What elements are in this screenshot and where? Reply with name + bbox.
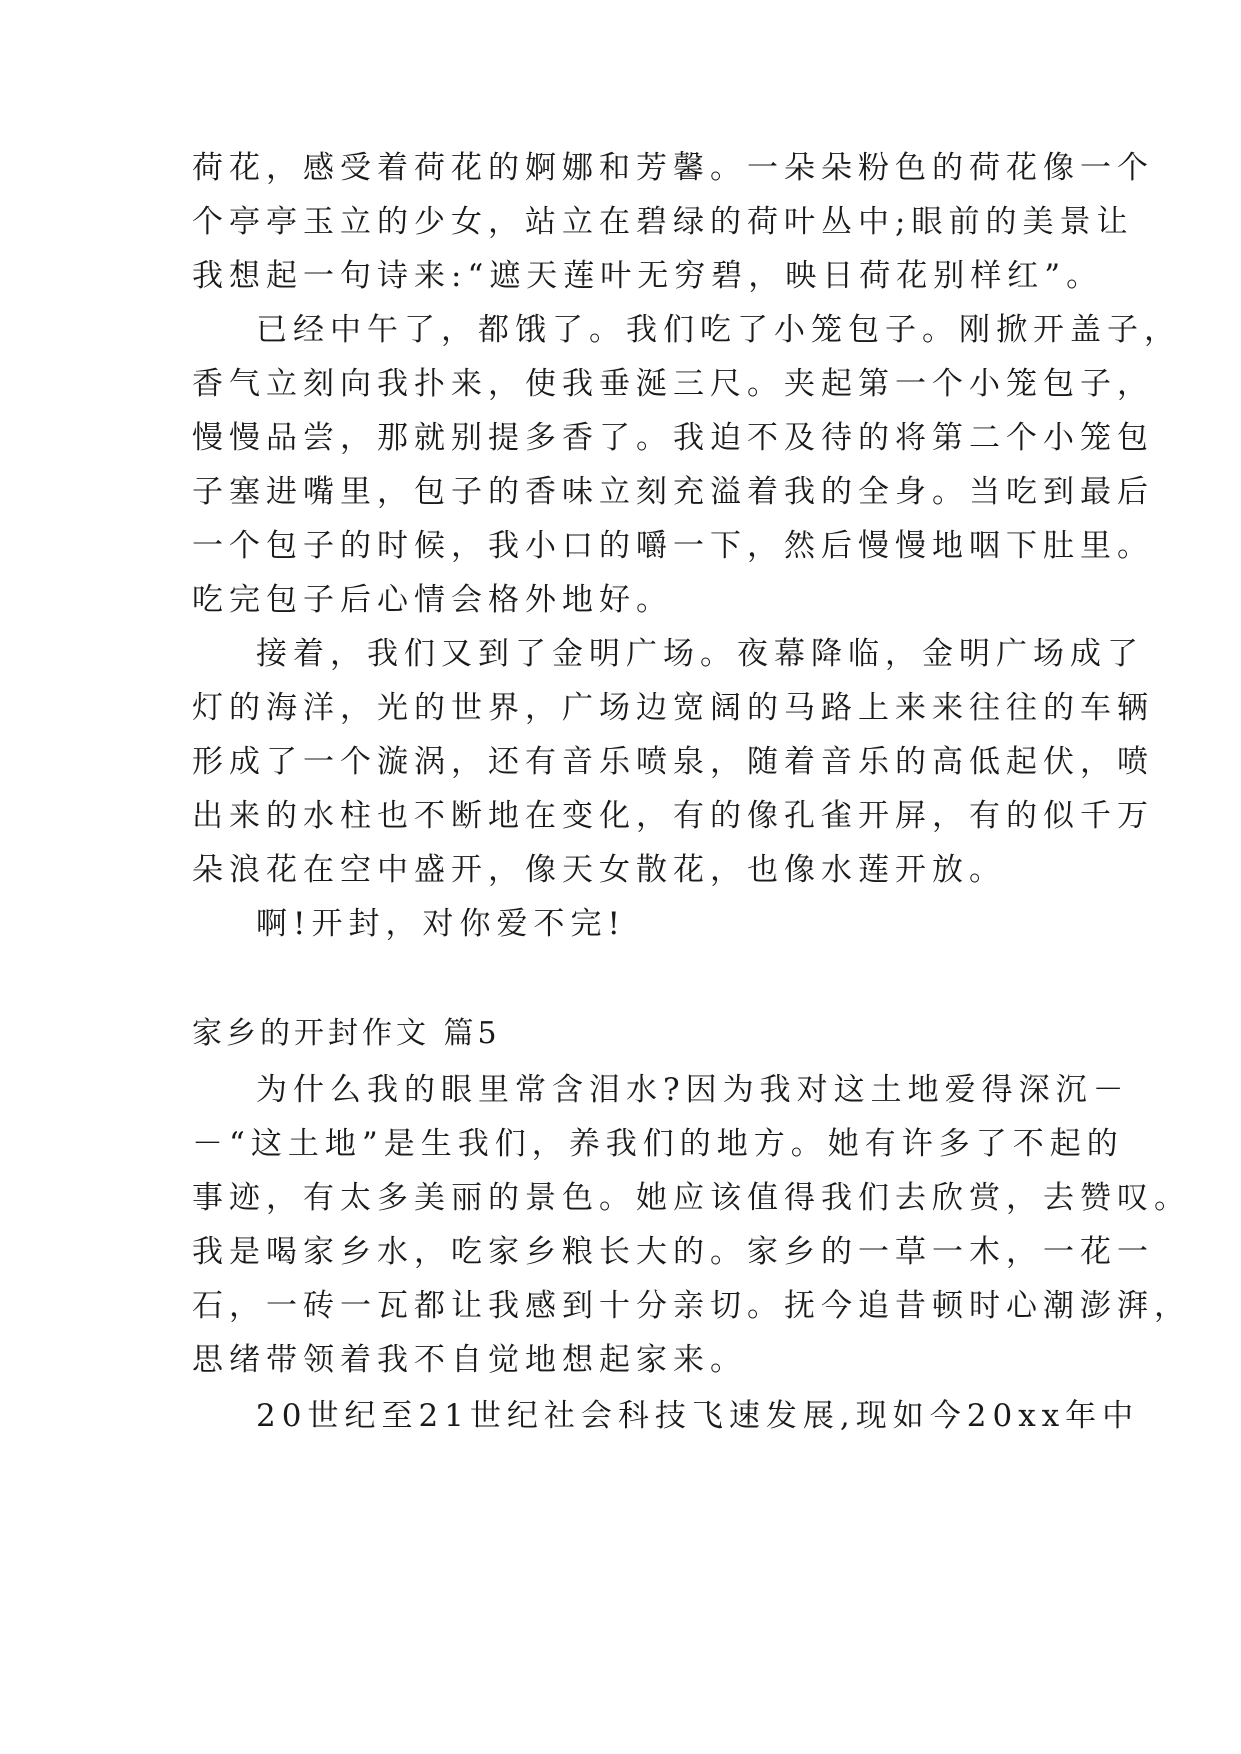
text-line: 思绪带领着我不自觉地想起家来。 [192,1342,747,1378]
text-line: －“这土地”是生我们，养我们的地方。她有许多了不起的 [192,1126,1124,1162]
text-line: 一个包子的时候，我小口的嚼一下，然后慢慢地咽下肚里。 [192,528,1154,564]
text-line: 慢慢品尝，那就别提多香了。我迫不及待的将第二个小笼包 [192,420,1154,456]
text-line: 吃完包子后心情会格外地好。 [192,582,673,618]
text-line: 荷花，感受着荷花的婀娜和芳馨。一朵朵粉色的荷花像一个 [192,150,1154,186]
text-line: 我是喝家乡水，吃家乡粮长大的。家乡的一草一木，一花一 [192,1234,1154,1270]
text-line-paragraph-start: 接着，我们又到了金明广场。夜幕降临，金明广场成了 [256,636,1144,672]
text-line: 朵浪花在空中盛开，像天女散花，也像水莲开放。 [192,852,1006,888]
text-line-paragraph-start: 啊!开封，对你爱不完! [256,906,626,942]
text-line-paragraph-start: 已经中午了，都饿了。我们吃了小笼包子。刚掀开盖子， [256,312,1181,348]
text-line: 我想起一句诗来:“遮天莲叶无穷碧，映日荷花别样红”。 [192,258,1104,294]
text-line: 灯的海洋，光的世界，广场边宽阔的马路上来来往往的车辆 [192,690,1154,726]
text-line-paragraph-start: 20世纪至21世纪社会科技飞速发展,现如今20xx年中 [256,1398,1140,1434]
text-line: 香气立刻向我扑来，使我垂涎三尺。夹起第一个小笼包子， [192,366,1154,402]
text-line-paragraph-start: 为什么我的眼里常含泪水?因为我对这土地爱得深沉－ [256,1072,1130,1108]
text-line: 出来的水柱也不断地在变化，有的像孔雀开屏，有的似千万 [192,798,1154,834]
text-line: 石，一砖一瓦都让我感到十分亲切。抚今追昔顿时心潮澎湃， [192,1288,1191,1324]
text-line: 形成了一个漩涡，还有音乐喷泉，随着音乐的高低起伏，喷 [192,744,1154,780]
text-line: 子塞进嘴里，包子的香味立刻充溢着我的全身。当吃到最后 [192,474,1154,510]
section-heading: 家乡的开封作文 篇5 [192,1016,501,1051]
text-line: 事迹，有太多美丽的景色。她应该值得我们去欣赏，去赞叹。 [192,1180,1191,1216]
text-line: 个亭亭玉立的少女，站立在碧绿的荷叶丛中;眼前的美景让 [192,204,1134,240]
